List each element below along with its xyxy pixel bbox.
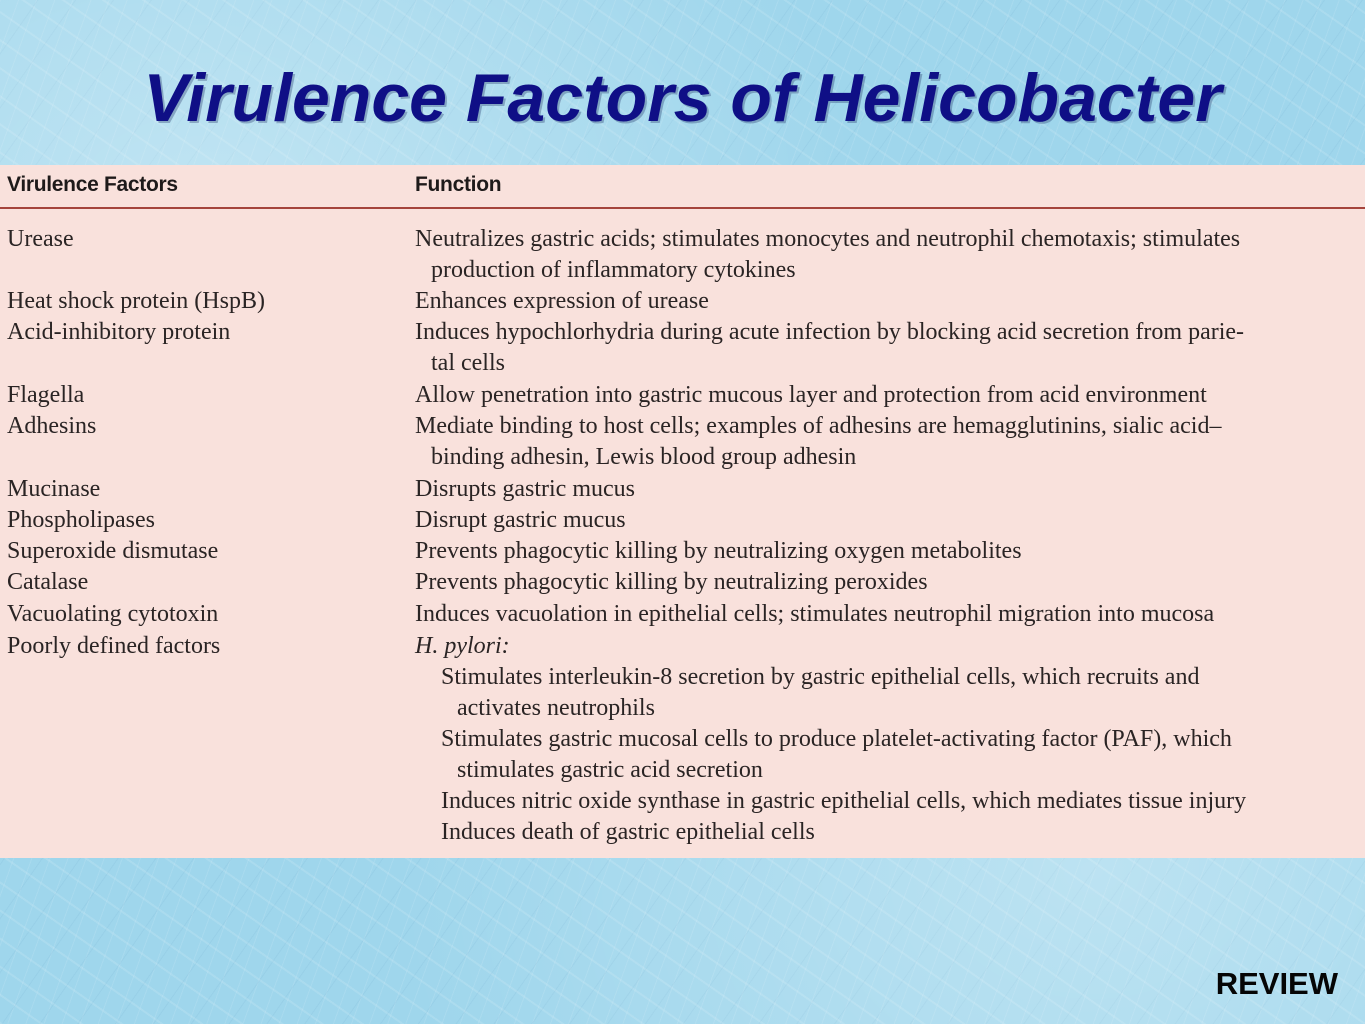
- function-line: Induces death of gastric epithelial cells: [441, 819, 815, 845]
- function-line: Prevents phagocytic killing by neutralizing oxygen metabolites: [415, 538, 1022, 564]
- factor-name: Urease: [7, 226, 74, 252]
- header-divider: [0, 207, 1365, 209]
- function-line-organism: H. pylori:: [415, 633, 510, 659]
- factor-name: Mucinase: [7, 476, 101, 502]
- slide-title: Virulence Factors of Helicobacter: [143, 60, 1222, 136]
- factor-function: [415, 224, 1360, 286]
- function-line: Induces hypochlorhydria during acute infection by blocking acid secretion from parie-: [415, 319, 1245, 345]
- function-line: Neutralizes gastric acids; stimulates monocytes and neutrophil chemotaxis; stimulates: [415, 226, 1241, 252]
- factor-function: [415, 474, 1360, 505]
- review-label: REVIEW: [1215, 966, 1338, 1001]
- function-line: Disrupts gastric mucus: [415, 476, 635, 502]
- factor-name: Acid-inhibitory protein: [7, 319, 231, 345]
- factor-name: Flagella: [7, 382, 85, 408]
- factor-name: Vacuolating cytotoxin: [7, 601, 219, 627]
- factor-function: [415, 317, 1360, 379]
- virulence-table: [0, 165, 1365, 858]
- factor-function: [415, 599, 1360, 630]
- function-line: Mediate binding to host cells; examples of adhesins are hemagglutinins, sialic acid–: [415, 413, 1222, 439]
- header-virulence-factors: Virulence Factors: [7, 173, 178, 196]
- factor-function: [415, 411, 1360, 473]
- function-line: production of inflammatory cytokines: [431, 257, 796, 283]
- function-line: Stimulates gastric mucosal cells to produce platelet-activating factor (PAF), which: [441, 726, 1232, 752]
- factor-function: [415, 286, 1360, 317]
- factor-name: Phospholipases: [7, 507, 156, 533]
- function-line: binding adhesin, Lewis blood group adhesin: [431, 444, 857, 470]
- factor-name: Poorly defined factors: [7, 633, 221, 659]
- function-line: Induces nitric oxide synthase in gastric epithelial cells, which mediates tissue injury: [441, 788, 1247, 814]
- function-line: tal cells: [431, 350, 505, 376]
- factor-function: [415, 567, 1360, 598]
- function-line: Induces vacuolation in epithelial cells; stimulates neutrophil migration into mucosa: [415, 601, 1215, 627]
- factor-name: Adhesins: [7, 413, 97, 439]
- factor-name: Catalase: [7, 569, 89, 595]
- function-line: Disrupt gastric mucus: [415, 507, 626, 533]
- factor-function: [415, 631, 1360, 848]
- factor-name: Heat shock protein (HspB): [7, 288, 265, 314]
- function-line: Prevents phagocytic killing by neutralizing peroxides: [415, 569, 928, 595]
- function-line: activates neutrophils: [457, 695, 655, 721]
- table-header: [0, 165, 1365, 207]
- function-line: Allow penetration into gastric mucous layer and protection from acid environment: [415, 382, 1207, 408]
- header-function: Function: [415, 173, 502, 196]
- factor-function: [415, 536, 1360, 567]
- factor-function: [415, 380, 1360, 411]
- factor-function: [415, 505, 1360, 536]
- function-line: Stimulates interleukin-8 secretion by gastric epithelial cells, which recruits and: [441, 664, 1200, 690]
- factor-name: Superoxide dismutase: [7, 538, 219, 564]
- function-line: Enhances expression of urease: [415, 288, 709, 314]
- function-line: stimulates gastric acid secretion: [457, 757, 763, 783]
